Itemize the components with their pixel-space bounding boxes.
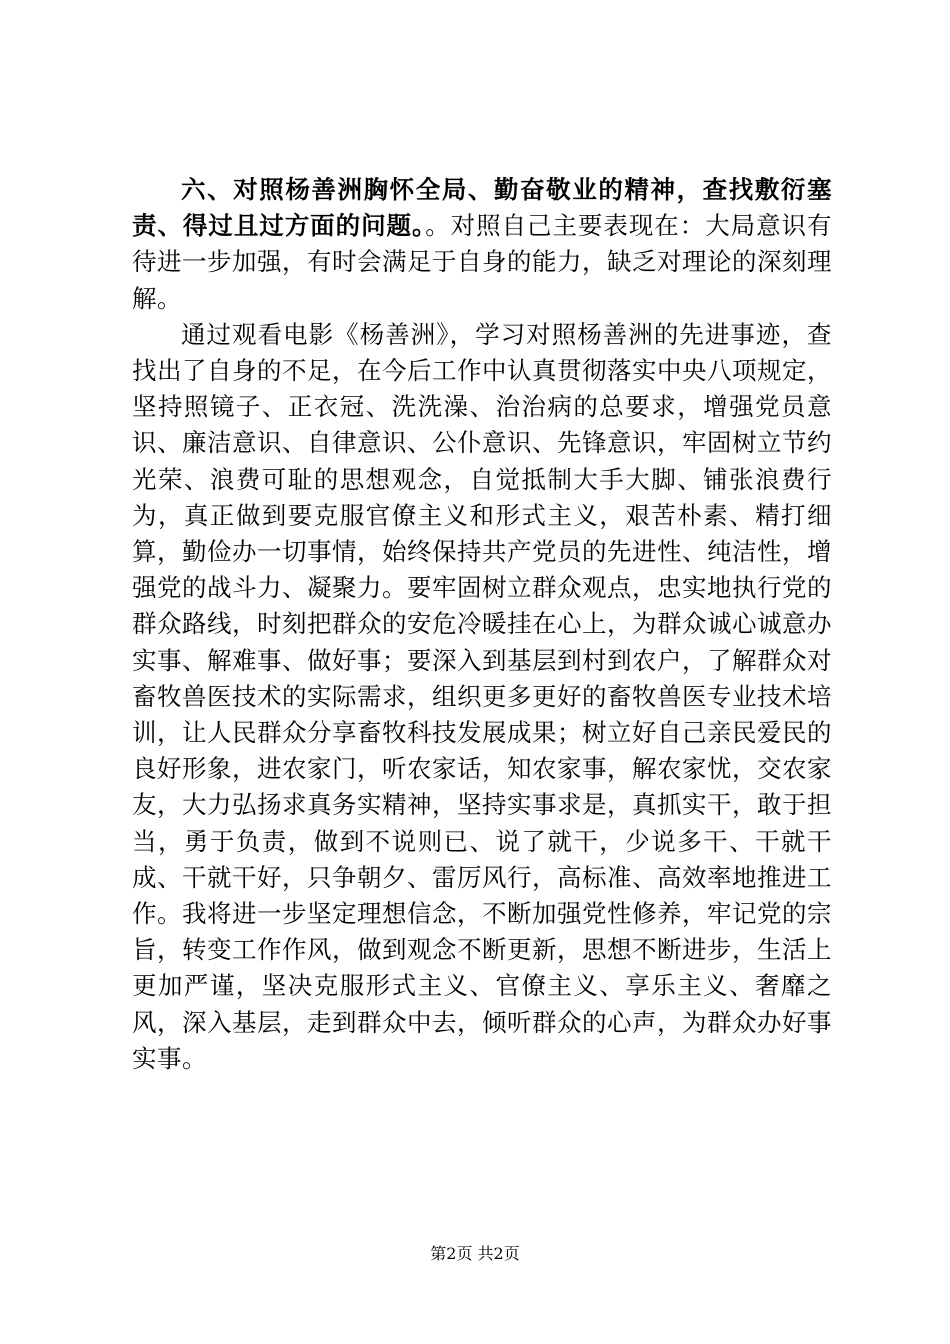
section-six-paragraph [132, 172, 832, 317]
section-six-text: 。对照自己主要表现在：大局意识有待进一步加强，有时会满足于自身的能力，缺乏对理论的深刻理解。 [132, 211, 833, 313]
document-body [132, 172, 832, 1077]
page-footer: 第2页 共2页 [430, 1244, 520, 1263]
conclusion-paragraph: 通过观看电影《杨善洲》，学习对照杨善洲的先进事迹，查找出了自身的不足，在今后工作中认真贯彻落实中央八项规定，坚持照镜子、正衣冠、洗洗澡、治治病的总要求，增强党员意识、廉洁意识、自律意识、公仆意识、先锋意识，牢固树立节约光荣、浪费可耻的思想观念，自觉抵制大手大脚、铺张浪费行为，真正做到要克服官僚主义和形式主义，艰苦朴素、精打细算，勤俭办一切事情，始终保持共产党员的先进性、纯洁性，增强党的战斗力、凝聚力。要牢固树立群众观点，忠实地执行党的群众路线，时刻把群众的安危冷暖挂在心上，为群众诚心诚意办实事、解难事、做好事；要深入到基层到村到农户，了解群众对畜牧兽医技术的实际需求，组织更多更好的畜牧兽医专业技术培训，让人民群众分享畜牧科技发展成果；树立好自己亲民爱民的良好形象，进农家门，听农家话，知农家事，解农家忧，交农家友，大力弘扬求真务实精神，坚持实事求是，真抓实干，敢于担当，勇于负责，做到不说则已、说了就干，少说多干、干就干成、干就干好，只争朝夕、雷厉风行，高标准、高效率地推进工作。我将进一步坚定理想信念，不断加强党性修养，牢记党的宗旨，转变工作作风，做到观念不断更新，思想不断进步，生活上更加严谨，坚决克服形式主义、官僚主义、享乐主义、奢靡之风，深入基层，走到群众中去，倾听群众的心声，为群众办好事实事。 [132, 319, 832, 1073]
section-six-heading: 六、对照杨善洲胸怀全局、勤奋敬业的精神，查找敷衍塞责、得过且过方面的问题。 [132, 175, 832, 241]
